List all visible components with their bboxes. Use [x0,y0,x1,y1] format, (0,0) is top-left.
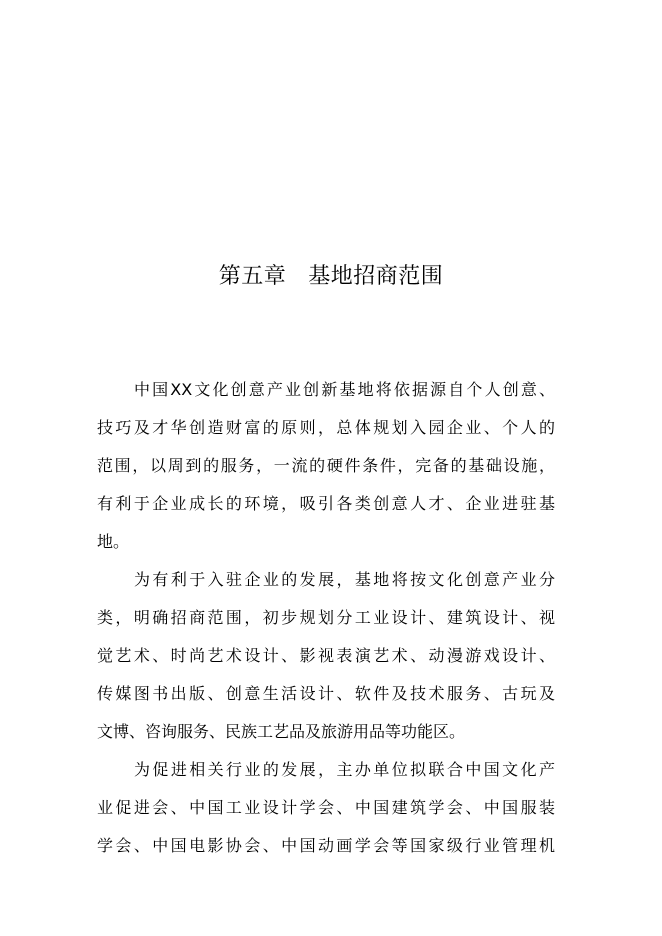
paragraph-2-line-3: 觉艺术、时尚艺术设计、影视表演艺术、动漫游戏设计、 [97,646,555,665]
paragraph-2-line-2: 类，明确招商范围，初步规划分工业设计、建筑设计、视 [97,608,555,627]
paragraph-1-line-4: 有利于企业成长的环境，吸引各类创意人才、企业进驻基 [97,494,555,513]
paragraph-3-line-1: 为促进相关行业的发展，主办单位拟联合中国文化产 [134,760,555,779]
body-text [97,371,555,865]
paragraph-2-line-1: 为有利于入驻企业的发展，基地将按文化创意产业分 [134,570,555,589]
paragraph-2-line-4: 传媒图书出版、创意生活设计、软件及技术服务、古玩及 [97,684,555,703]
chapter-name: 基地招商范围 [308,264,444,289]
paragraph-2-line-5: 文博、咨询服务、民族工艺品及旅游用品等功能区。 [97,722,466,741]
paragraph-3-line-2: 业促进会、中国工业设计学会、中国建筑学会、中国服装 [97,798,555,817]
paragraph-1-line-3: 范围，以周到的服务，一流的硬件条件，完备的基础设施， [97,456,555,475]
paragraph-1-line-1: 中国XX文化创意产业创新基地将依据源自个人创意、 [134,380,555,399]
paragraph-1-line-5: 地。 [97,532,130,551]
paragraph-3-line-3: 学会、中国电影协会、中国动画学会等国家级行业管理机 [97,836,555,855]
chapter-number: 第五章 [218,264,287,289]
chapter-title [0,262,662,292]
paragraph-1-line-2: 技巧及才华创造财富的原则，总体规划入园企业、个人的 [97,418,555,437]
